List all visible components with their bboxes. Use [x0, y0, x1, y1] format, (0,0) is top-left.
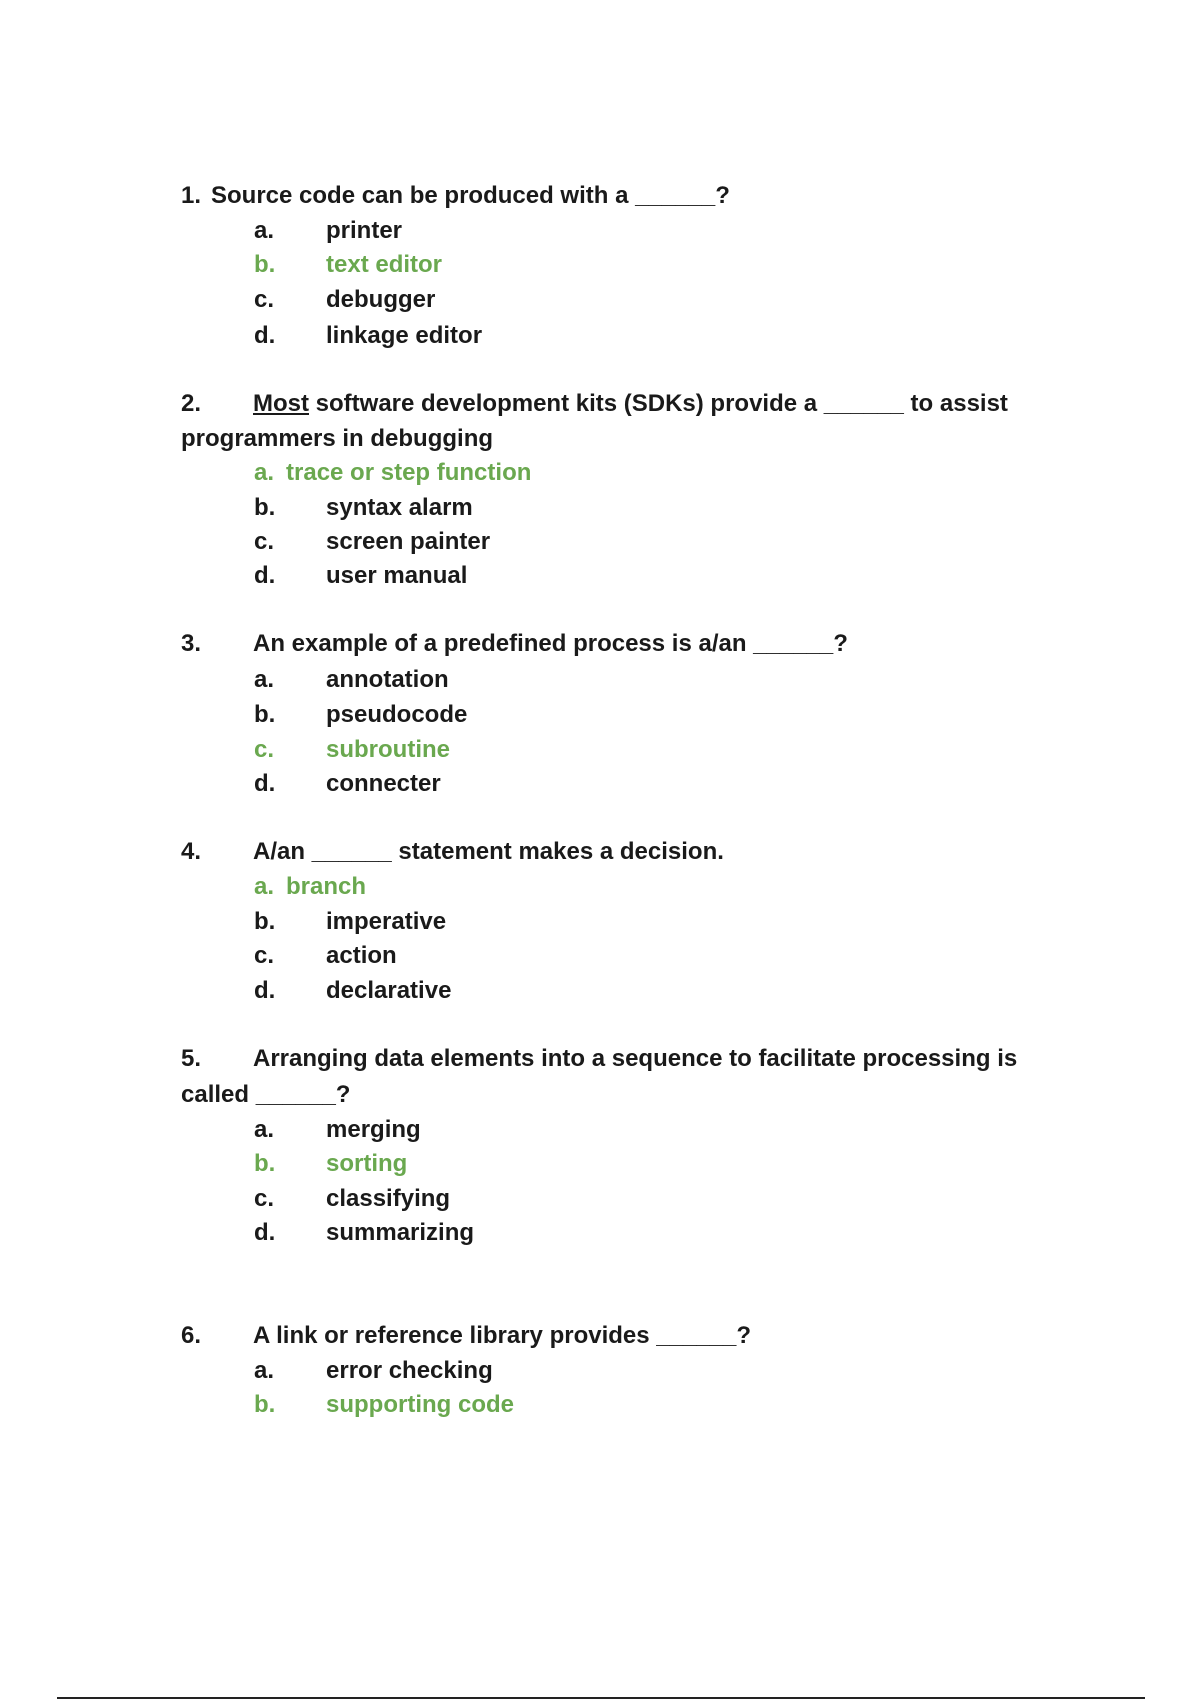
- option-2b: [254, 494, 473, 522]
- option-letter: b.: [254, 494, 276, 521]
- option-text: action: [326, 942, 397, 969]
- option-4d: [254, 977, 451, 1005]
- option-letter: b.: [254, 251, 276, 278]
- option-text: sorting: [326, 1150, 408, 1177]
- option-letter: c.: [254, 942, 275, 969]
- option-6b-correct: [254, 1391, 514, 1419]
- question-number: 3.: [181, 630, 202, 657]
- question-6: [181, 1322, 751, 1350]
- option-1b-correct: [254, 251, 442, 279]
- option-text: branch: [286, 873, 367, 900]
- option-1a: [254, 217, 402, 245]
- option-letter: c.: [254, 736, 275, 763]
- option-5c: [254, 1185, 450, 1213]
- option-text: supporting code: [326, 1391, 514, 1418]
- footer-rule: [57, 1697, 1145, 1699]
- option-3a: [254, 666, 449, 694]
- option-1c: [254, 286, 435, 314]
- option-text: annotation: [326, 666, 449, 693]
- option-text: syntax alarm: [326, 494, 473, 521]
- option-5b-correct: [254, 1150, 407, 1178]
- option-5a: [254, 1116, 421, 1144]
- question-number: 6.: [181, 1322, 202, 1349]
- question-prompt: A link or reference library provides ______?: [253, 1322, 752, 1349]
- option-letter: c.: [254, 1185, 275, 1212]
- question-1: [181, 182, 730, 210]
- question-5-continuation: called ______?: [181, 1081, 351, 1108]
- question-prompt: A/an ______ statement makes a decision.: [253, 838, 724, 865]
- option-text: declarative: [326, 977, 452, 1004]
- option-text: text editor: [326, 251, 443, 278]
- option-3b: [254, 701, 467, 729]
- option-letter: b.: [254, 908, 276, 935]
- option-letter: a.: [254, 873, 275, 900]
- option-letter: b.: [254, 1391, 276, 1418]
- question-4: [181, 838, 724, 866]
- option-text: trace or step function: [286, 459, 532, 486]
- question-prompt: Source code can be produced with a ______?: [211, 182, 730, 209]
- option-text: summarizing: [326, 1219, 475, 1246]
- question-2: [181, 390, 1008, 418]
- option-text: subroutine: [326, 736, 450, 763]
- option-letter: a.: [254, 459, 275, 486]
- option-letter: a.: [254, 666, 275, 693]
- option-letter: d.: [254, 1219, 276, 1246]
- option-letter: c.: [254, 528, 275, 555]
- option-text: error checking: [326, 1357, 493, 1384]
- question-prompt: software development kits (SDKs) provide a ______ to assist: [309, 390, 1008, 417]
- option-2a-correct: [254, 459, 531, 487]
- question-number: 4.: [181, 838, 202, 865]
- option-text: debugger: [326, 286, 436, 313]
- question-2-continuation: programmers in debugging: [181, 425, 494, 452]
- option-letter: a.: [254, 217, 275, 244]
- option-letter: b.: [254, 701, 276, 728]
- question-prompt-emphasis: Most: [253, 390, 309, 417]
- option-4a-correct: [254, 873, 366, 901]
- option-3d: [254, 770, 441, 798]
- option-letter: a.: [254, 1357, 275, 1384]
- question-number: 2.: [181, 390, 202, 417]
- option-5d: [254, 1219, 474, 1247]
- option-text: classifying: [326, 1185, 451, 1212]
- option-letter: a.: [254, 1116, 275, 1143]
- option-text: merging: [326, 1116, 421, 1143]
- option-text: printer: [326, 217, 403, 244]
- option-text: pseudocode: [326, 701, 468, 728]
- question-5: [181, 1045, 1017, 1073]
- question-prompt: An example of a predefined process is a/an ______?: [253, 630, 848, 657]
- option-text: linkage editor: [326, 322, 483, 349]
- option-letter: d.: [254, 770, 276, 797]
- question-number: 5.: [181, 1045, 202, 1072]
- option-text: screen painter: [326, 528, 491, 555]
- option-letter: d.: [254, 977, 276, 1004]
- option-text: connecter: [326, 770, 441, 797]
- question-number: 1.: [181, 182, 202, 209]
- option-letter: b.: [254, 1150, 276, 1177]
- option-letter: d.: [254, 322, 276, 349]
- option-letter: d.: [254, 562, 276, 589]
- option-text: imperative: [326, 908, 447, 935]
- option-4b: [254, 908, 446, 936]
- option-text: user manual: [326, 562, 468, 589]
- option-3c-correct: [254, 736, 450, 764]
- option-6a: [254, 1357, 493, 1385]
- option-2d: [254, 562, 467, 590]
- question-prompt: Arranging data elements into a sequence to facilitate processing is: [253, 1045, 1018, 1072]
- option-1d: [254, 322, 482, 350]
- option-2c: [254, 528, 490, 556]
- option-letter: c.: [254, 286, 275, 313]
- question-3: [181, 630, 848, 658]
- option-4c: [254, 942, 397, 970]
